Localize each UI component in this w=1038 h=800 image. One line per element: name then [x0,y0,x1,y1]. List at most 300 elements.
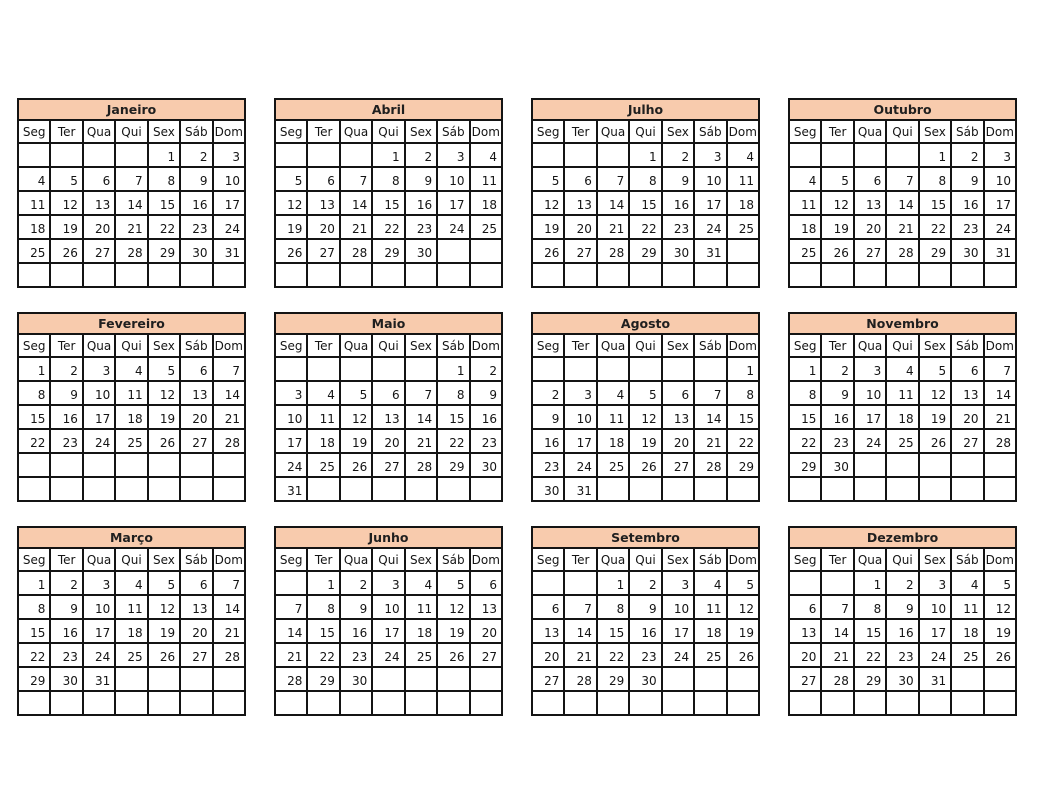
day-cell [919,263,951,287]
day-cell: 23 [50,643,82,667]
day-cell: 23 [662,215,694,239]
day-cell: 11 [727,167,759,191]
month-calendar [531,98,760,288]
day-cell: 7 [340,167,372,191]
day-cell: 16 [50,619,82,643]
day-cell: 21 [213,619,245,643]
day-cell [115,143,147,167]
day-cell: 16 [951,191,983,215]
day-cell: 10 [275,405,307,429]
day-cell: 14 [213,381,245,405]
day-cell: 6 [951,357,983,381]
day-cell [180,477,212,501]
day-cell: 28 [694,453,726,477]
week-row [532,405,759,429]
day-cell: 6 [854,167,886,191]
day-cell: 21 [340,215,372,239]
day-cell [564,263,596,287]
day-cell: 20 [662,429,694,453]
month-calendar [17,526,246,716]
day-cell: 9 [50,381,82,405]
day-cell [83,477,115,501]
day-cell: 13 [307,191,339,215]
day-cell: 24 [83,429,115,453]
weekday-header-row [18,334,245,357]
day-cell: 13 [470,595,502,619]
day-cell: 11 [18,191,50,215]
day-cell: 2 [532,381,564,405]
day-cell: 16 [532,429,564,453]
day-cell: 28 [405,453,437,477]
day-cell: 30 [532,477,564,501]
day-cell: 20 [180,405,212,429]
week-row [18,691,245,715]
week-row [532,643,759,667]
day-cell [854,477,886,501]
day-cell [115,477,147,501]
day-cell: 31 [984,239,1016,263]
week-row [18,595,245,619]
day-cell: 13 [372,405,404,429]
weekday-header: Sex [405,548,437,571]
day-cell: 29 [148,239,180,263]
day-cell: 19 [919,405,951,429]
day-cell: 15 [437,405,469,429]
day-cell: 3 [213,143,245,167]
weekday-header: Ter [821,548,853,571]
day-cell: 9 [886,595,918,619]
day-cell: 21 [213,405,245,429]
day-cell: 28 [213,429,245,453]
weekday-header: Ter [307,548,339,571]
day-cell [470,477,502,501]
month-calendar [274,312,503,502]
day-cell: 27 [564,239,596,263]
day-cell [662,263,694,287]
day-cell: 5 [275,167,307,191]
day-cell: 25 [470,215,502,239]
day-cell: 8 [629,167,661,191]
day-cell: 2 [629,571,661,595]
day-cell: 31 [213,239,245,263]
day-cell: 19 [821,215,853,239]
day-cell: 5 [437,571,469,595]
day-cell: 11 [115,595,147,619]
day-cell: 31 [275,477,307,501]
day-cell [372,357,404,381]
weekday-header: Dom [727,548,759,571]
day-cell: 16 [886,619,918,643]
weekday-header: Ter [50,334,82,357]
month-title: Março [18,527,245,548]
day-cell: 3 [984,143,1016,167]
day-cell: 10 [984,167,1016,191]
day-cell [18,477,50,501]
week-row [789,429,1016,453]
day-cell [275,691,307,715]
day-cell: 25 [886,429,918,453]
weekday-header: Dom [984,548,1016,571]
day-cell [886,691,918,715]
day-cell: 6 [789,595,821,619]
day-cell: 25 [405,643,437,667]
week-row [275,405,502,429]
day-cell: 8 [372,167,404,191]
day-cell: 18 [18,215,50,239]
day-cell: 17 [564,429,596,453]
day-cell: 20 [951,405,983,429]
day-cell: 2 [951,143,983,167]
week-row [275,357,502,381]
day-cell [984,263,1016,287]
day-cell: 16 [50,405,82,429]
week-row [532,595,759,619]
weekday-header: Seg [532,548,564,571]
day-cell: 3 [564,381,596,405]
weekday-header-row [18,120,245,143]
day-cell: 8 [148,167,180,191]
day-cell: 12 [275,191,307,215]
day-cell: 1 [437,357,469,381]
month-title: Fevereiro [18,313,245,334]
day-cell [886,453,918,477]
day-cell: 15 [919,191,951,215]
weekday-header: Qui [629,120,661,143]
week-row [18,667,245,691]
day-cell: 31 [83,667,115,691]
day-cell: 22 [307,643,339,667]
day-cell: 15 [597,619,629,643]
day-cell [821,263,853,287]
day-cell: 3 [275,381,307,405]
month-title-row [789,99,1016,120]
weekday-header: Sáb [437,120,469,143]
day-cell [886,477,918,501]
weekday-header: Ter [50,120,82,143]
day-cell: 29 [597,667,629,691]
weekday-header: Sáb [694,120,726,143]
day-cell: 14 [821,619,853,643]
day-cell [180,667,212,691]
day-cell [50,263,82,287]
day-cell [694,357,726,381]
day-cell: 14 [597,191,629,215]
day-cell: 6 [180,571,212,595]
day-cell: 6 [180,357,212,381]
weekday-header-row [789,548,1016,571]
day-cell: 14 [694,405,726,429]
day-cell: 24 [564,453,596,477]
day-cell: 8 [437,381,469,405]
month-title: Outubro [789,99,1016,120]
week-row [18,381,245,405]
day-cell: 4 [18,167,50,191]
weekday-header: Ter [821,120,853,143]
day-cell [597,357,629,381]
weekday-header: Sáb [951,334,983,357]
day-cell: 25 [115,643,147,667]
day-cell: 3 [919,571,951,595]
day-cell: 12 [532,191,564,215]
day-cell: 27 [532,667,564,691]
day-cell: 23 [340,643,372,667]
day-cell: 18 [115,405,147,429]
month-title: Dezembro [789,527,1016,548]
weekday-header-row [789,334,1016,357]
week-row [789,239,1016,263]
week-row [532,691,759,715]
day-cell [951,667,983,691]
day-cell: 7 [213,571,245,595]
day-cell [532,691,564,715]
weekday-header: Qua [597,334,629,357]
day-cell: 16 [662,191,694,215]
weekday-header: Qua [340,334,372,357]
week-row [532,619,759,643]
month-title: Setembro [532,527,759,548]
day-cell: 5 [532,167,564,191]
day-cell: 23 [951,215,983,239]
day-cell [532,571,564,595]
weekday-header: Qui [629,548,661,571]
day-cell [886,263,918,287]
day-cell [854,143,886,167]
day-cell: 4 [789,167,821,191]
weekday-header: Ter [564,120,596,143]
day-cell: 9 [470,381,502,405]
day-cell [307,263,339,287]
day-cell: 23 [629,643,661,667]
day-cell [18,263,50,287]
day-cell: 8 [307,595,339,619]
week-row [789,215,1016,239]
day-cell [405,357,437,381]
day-cell [115,263,147,287]
month-title-row [789,527,1016,548]
day-cell: 19 [148,405,180,429]
day-cell: 20 [789,643,821,667]
day-cell: 6 [564,167,596,191]
day-cell: 31 [694,239,726,263]
day-cell: 13 [789,619,821,643]
day-cell [148,691,180,715]
weekday-header: Dom [727,120,759,143]
day-cell: 3 [694,143,726,167]
day-cell: 7 [694,381,726,405]
day-cell: 25 [597,453,629,477]
day-cell: 20 [180,619,212,643]
day-cell: 18 [597,429,629,453]
week-row [532,215,759,239]
day-cell: 8 [18,595,50,619]
day-cell: 1 [854,571,886,595]
week-row [532,191,759,215]
day-cell: 17 [372,619,404,643]
day-cell: 16 [405,191,437,215]
day-cell: 17 [275,429,307,453]
day-cell [662,357,694,381]
week-row [789,595,1016,619]
weekday-header: Sáb [180,120,212,143]
day-cell: 17 [919,619,951,643]
week-row [789,619,1016,643]
weekday-header: Dom [470,334,502,357]
week-row [532,143,759,167]
day-cell [694,691,726,715]
day-cell: 9 [405,167,437,191]
day-cell: 10 [854,381,886,405]
day-cell: 21 [115,215,147,239]
day-cell [629,263,661,287]
day-cell [919,691,951,715]
day-cell: 19 [532,215,564,239]
weekday-header: Dom [470,548,502,571]
weekday-header: Qui [372,120,404,143]
day-cell [984,477,1016,501]
day-cell [727,239,759,263]
day-cell: 12 [437,595,469,619]
day-cell: 24 [984,215,1016,239]
day-cell: 11 [115,381,147,405]
day-cell [629,357,661,381]
day-cell: 22 [437,429,469,453]
day-cell [984,691,1016,715]
day-cell: 5 [50,167,82,191]
week-row [789,143,1016,167]
day-cell: 12 [629,405,661,429]
week-row [18,357,245,381]
weekday-header: Seg [275,120,307,143]
year-calendar [17,98,1017,716]
day-cell: 30 [340,667,372,691]
weekday-header: Dom [984,120,1016,143]
day-cell: 10 [213,167,245,191]
weekday-header: Qui [886,120,918,143]
day-cell: 26 [727,643,759,667]
day-cell: 4 [470,143,502,167]
month-calendar [788,526,1017,716]
day-cell [405,691,437,715]
weekday-header: Sáb [180,548,212,571]
weekday-header: Seg [532,120,564,143]
day-cell [180,263,212,287]
day-cell: 6 [372,381,404,405]
weekday-header: Sex [919,548,951,571]
day-cell: 26 [984,643,1016,667]
weekday-header: Sex [919,120,951,143]
week-row [275,167,502,191]
day-cell [854,691,886,715]
day-cell [405,667,437,691]
week-row [275,453,502,477]
day-cell: 20 [307,215,339,239]
day-cell: 11 [405,595,437,619]
day-cell: 27 [951,429,983,453]
day-cell [597,691,629,715]
day-cell: 26 [437,643,469,667]
weekday-header: Sex [405,334,437,357]
day-cell [789,571,821,595]
month-calendar [17,312,246,502]
day-cell: 27 [180,429,212,453]
day-cell [148,477,180,501]
week-row [275,215,502,239]
day-cell: 12 [148,595,180,619]
weekday-header: Sáb [694,548,726,571]
day-cell: 6 [470,571,502,595]
week-row [532,167,759,191]
day-cell: 6 [307,167,339,191]
weekday-header: Seg [275,334,307,357]
weekday-header-row [532,334,759,357]
day-cell [148,263,180,287]
day-cell: 24 [854,429,886,453]
day-cell [275,263,307,287]
day-cell: 17 [854,405,886,429]
weekday-header-row [18,548,245,571]
day-cell [951,691,983,715]
day-cell: 15 [629,191,661,215]
day-cell [662,691,694,715]
week-row [275,477,502,501]
day-cell: 10 [437,167,469,191]
month-title-row [18,99,245,120]
day-cell: 7 [984,357,1016,381]
day-cell: 30 [180,239,212,263]
day-cell: 1 [597,571,629,595]
weekday-header: Sáb [437,548,469,571]
weekday-header: Seg [18,120,50,143]
weekday-header: Sáb [951,120,983,143]
day-cell: 23 [532,453,564,477]
day-cell: 12 [919,381,951,405]
day-cell: 20 [83,215,115,239]
day-cell [213,691,245,715]
day-cell [727,691,759,715]
day-cell: 17 [83,405,115,429]
weekday-header: Qui [372,548,404,571]
day-cell: 2 [340,571,372,595]
day-cell [180,691,212,715]
weekday-header: Qui [115,548,147,571]
day-cell [564,691,596,715]
day-cell: 16 [470,405,502,429]
day-cell: 11 [470,167,502,191]
weekday-header-row [532,120,759,143]
month-title-row [532,527,759,548]
day-cell: 29 [854,667,886,691]
day-cell: 31 [919,667,951,691]
day-cell: 1 [789,357,821,381]
day-cell: 9 [662,167,694,191]
day-cell: 20 [854,215,886,239]
day-cell: 3 [372,571,404,595]
day-cell: 14 [405,405,437,429]
day-cell: 4 [307,381,339,405]
day-cell: 14 [340,191,372,215]
day-cell: 6 [662,381,694,405]
day-cell: 17 [437,191,469,215]
day-cell: 24 [275,453,307,477]
day-cell: 8 [919,167,951,191]
day-cell: 28 [821,667,853,691]
day-cell: 27 [662,453,694,477]
day-cell [307,357,339,381]
day-cell: 20 [372,429,404,453]
day-cell: 30 [821,453,853,477]
day-cell: 2 [50,357,82,381]
day-cell: 5 [821,167,853,191]
